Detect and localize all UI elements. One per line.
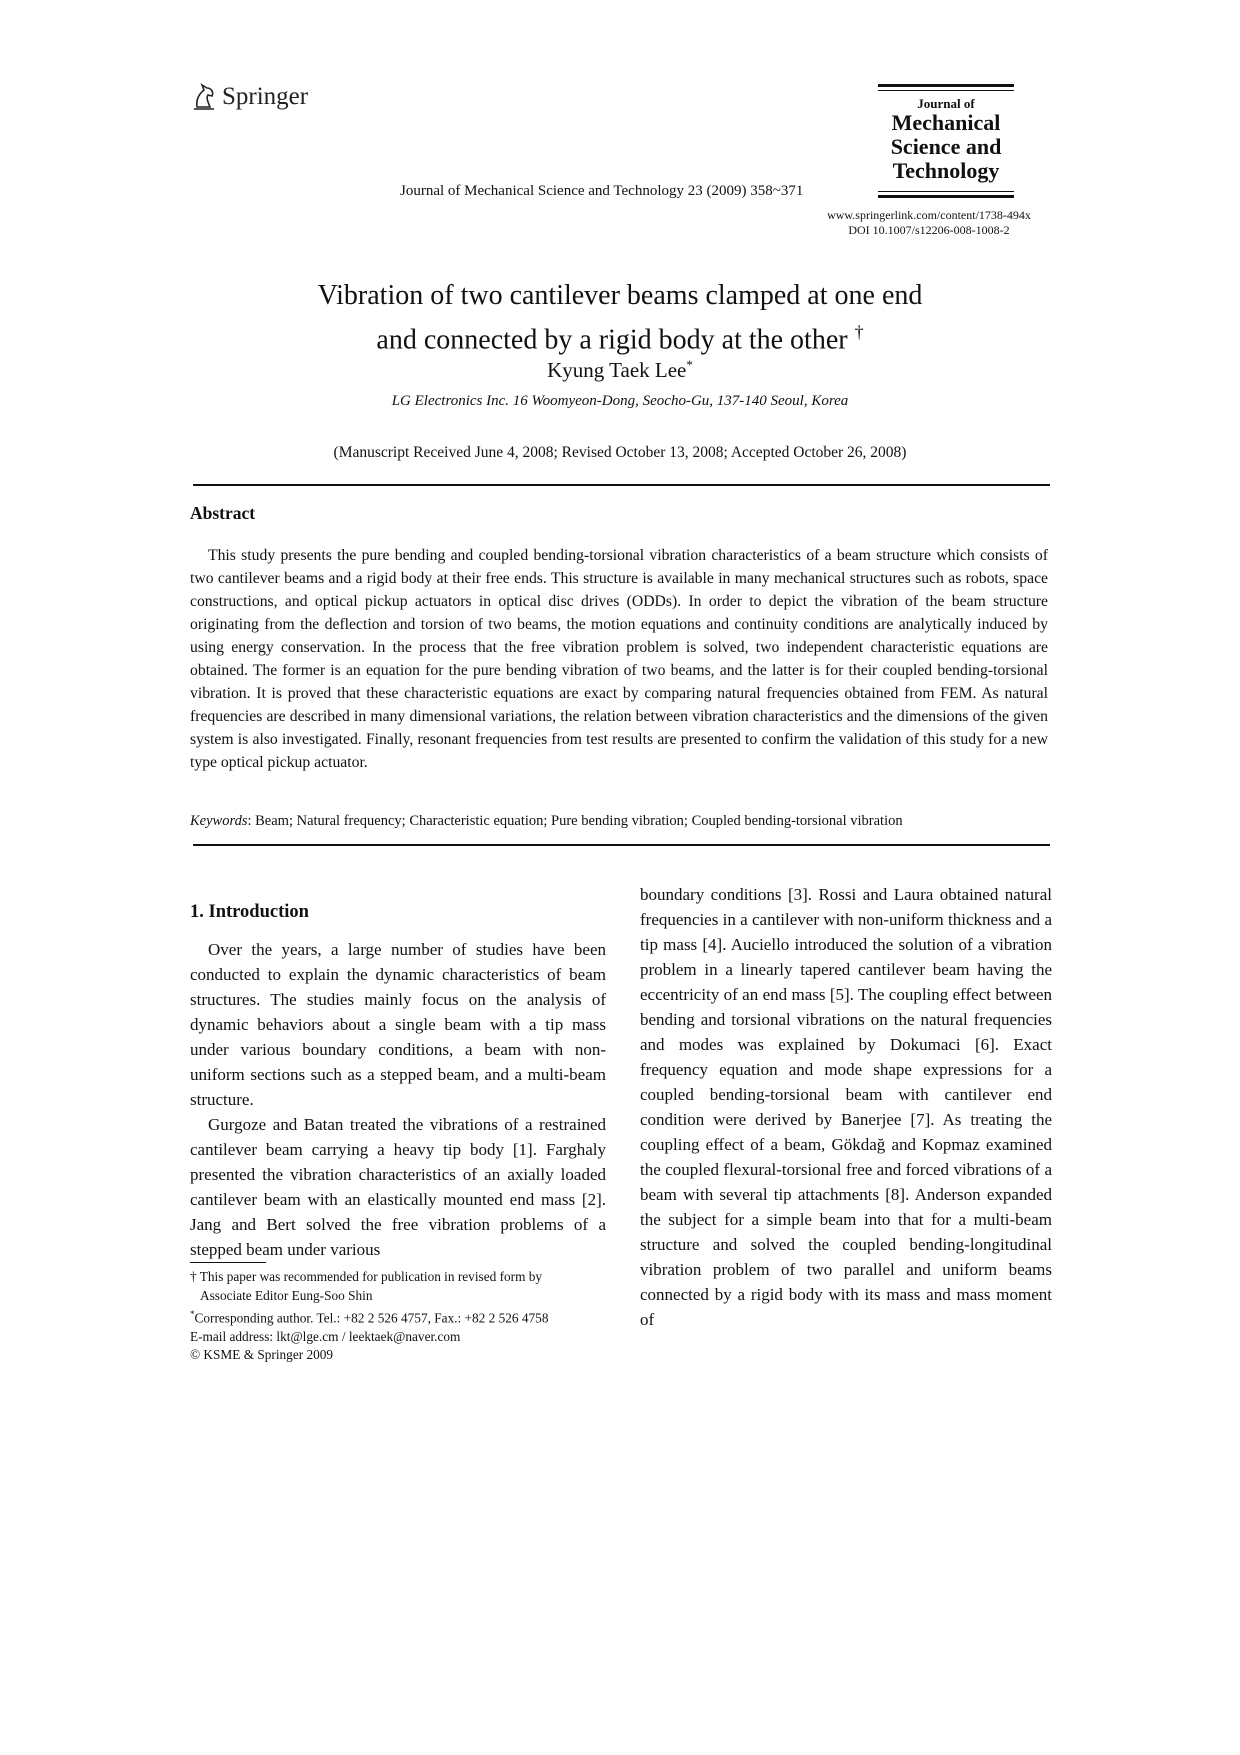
footnote-rule (190, 1262, 266, 1263)
author-footnote-mark: * (686, 357, 693, 372)
intro-paragraph-continued: boundary conditions [3]. Rossi and Laura obtained natural frequencies in a cantilever with non-uniform thickness and a tip mass [4]. Auciello introduced the solution of a vibration problem in a linearly tapered cantilever beam having the eccentricity of an end mass [5]. The coupling effect between bending and torsional vibrations on the natural frequencies and modes was explained by Dokumaci [6]. Exact frequency equation and mode shape expressions for a coupled bending-torsional beam with cantilever end condition were derived by Banerjee [7]. As treating the coupling effect of a beam, Gökdağ and Kopmaz examined the coupled flexural-torsional free and forced vibrations of a beam with several tip attachments [8]. Anderson expanded the subject for a simple beam into that for a multi-beam structure and solved the coupled bending-longitudinal vibration problem of two parallel and uniform beams connected by a rigid body with its mass and mass moment of (640, 885, 1052, 1329)
copyright: © KSME & Springer 2009 (190, 1347, 334, 1363)
email-address: E-mail address: lkt@lge.cm / leektaek@naver.com (190, 1328, 461, 1344)
corr-mark: * (190, 1309, 195, 1319)
journal-name-line: Science and (890, 134, 1002, 159)
intro-paragraph: Gurgoze and Batan treated the vibrations of a restrained cantilever beam carrying a heavy tip body [1]. Farghaly presented the vibration characteristics of an axially loaded cantilever beam with an elastically mounted end mass [2]. Jang and Bert solved the free vibration problems of a stepped beam under various (190, 1115, 606, 1259)
dagger-mark: † (190, 1269, 197, 1284)
right-column (640, 882, 1052, 1332)
keywords-list: : Beam; Natural frequency; Characteristic equation; Pure bending vibration; Coupled bending-torsional vibration (247, 813, 903, 829)
author-name-line (140, 357, 1100, 383)
journal-box-rule (878, 191, 1014, 192)
title-line-1: Vibration of two cantilever beams clamped at one end (317, 280, 923, 311)
intro-paragraph: Over the years, a large number of studies have been conducted to explain the dynamic characteristics of beam structures. The studies mainly focus on the analysis of dynamic behaviors about a single beam with a tip mass under various boundary conditions, a beam with non-uniform sections such as a stepped beam, and a multi-beam structure. (190, 940, 606, 1109)
journal-box-rule (878, 90, 1014, 91)
left-column (190, 880, 606, 1262)
doi-text: DOI 10.1007/s12206-008-1008-2 (848, 223, 1010, 237)
keywords (190, 813, 1048, 830)
footnote-dagger-line1: This paper was recommended for publication in revised form by (199, 1269, 543, 1284)
corresponding-author: Corresponding author. Tel.: +82 2 526 4757, Fax.: +82 2 526 4758 (194, 1310, 549, 1326)
journal-name-line: Technology (892, 158, 1000, 183)
abstract-text: This study presents the pure bending and coupled bending-torsional vibration characteristics of a beam structure which consists of two cantilever beams and a rigid body at their free ends. This structure is available in many mechanical structures such as robots, space constructions, and optical pickup actuators in optical disc drives (ODDs). In order to depict the vibration of the beam structure originating from the deflection and torsion of two beams, the motion equations and continuity conditions are analytically induced by using energy conservation. In the process that the free vibration problem is solved, two independent characteristic equations are obtained. The former is an equation for the pure bending vibration of two beams, and the latter is for their coupled bending-torsional vibration. It is proved that these characteristic equations are exact by comparing natural frequencies obtained from FEM. As natural frequencies are described in many dimensional variations, the relation between vibration characteristics and the dimensions of the given system is also investigated. Finally, resonant frequencies from test results are presented to confirm the validation of this study for a new type optical pickup actuator. (190, 547, 1048, 771)
title-line-2: and connected by a rigid body at the other (376, 324, 848, 356)
journal-name-line: Mechanical (891, 110, 1001, 135)
footnote-corresponding (190, 1305, 606, 1328)
footnote-dagger (190, 1268, 606, 1287)
paper-title (140, 278, 1100, 358)
journal-box-rule (878, 84, 1014, 87)
journal-title-box (878, 84, 1014, 198)
footnotes (190, 1268, 606, 1365)
divider-top (193, 484, 1050, 486)
footnote-dagger-line2: Associate Editor Eung-Soo Shin (200, 1287, 373, 1303)
publisher-name: Springer (222, 83, 309, 110)
keywords-label: Keywords (190, 813, 248, 829)
abstract-heading: Abstract (190, 503, 256, 523)
springer-horse-icon (190, 82, 218, 112)
doi-block (770, 208, 1088, 238)
title-footnote-mark: † (854, 322, 864, 342)
journal-citation: Journal of Mechanical Science and Technology 23 (2009) 358~371 (400, 183, 804, 199)
affiliation: LG Electronics Inc. 16 Woomyeon-Dong, Seocho-Gu, 137-140 Seoul, Korea (391, 393, 849, 409)
manuscript-dates: (Manuscript Received June 4, 2008; Revised October 13, 2008; Accepted October 26, 2008) (333, 444, 907, 461)
journal-url[interactable]: www.springerlink.com/content/1738-494x (827, 208, 1031, 222)
author-name: Kyung Taek Lee (547, 358, 687, 382)
section-heading-introduction: 1. Introduction (190, 902, 309, 922)
divider-bottom (193, 844, 1050, 846)
springer-logo (190, 82, 308, 112)
journal-box-rule (878, 195, 1014, 198)
journal-of-label: Journal of (917, 96, 975, 111)
